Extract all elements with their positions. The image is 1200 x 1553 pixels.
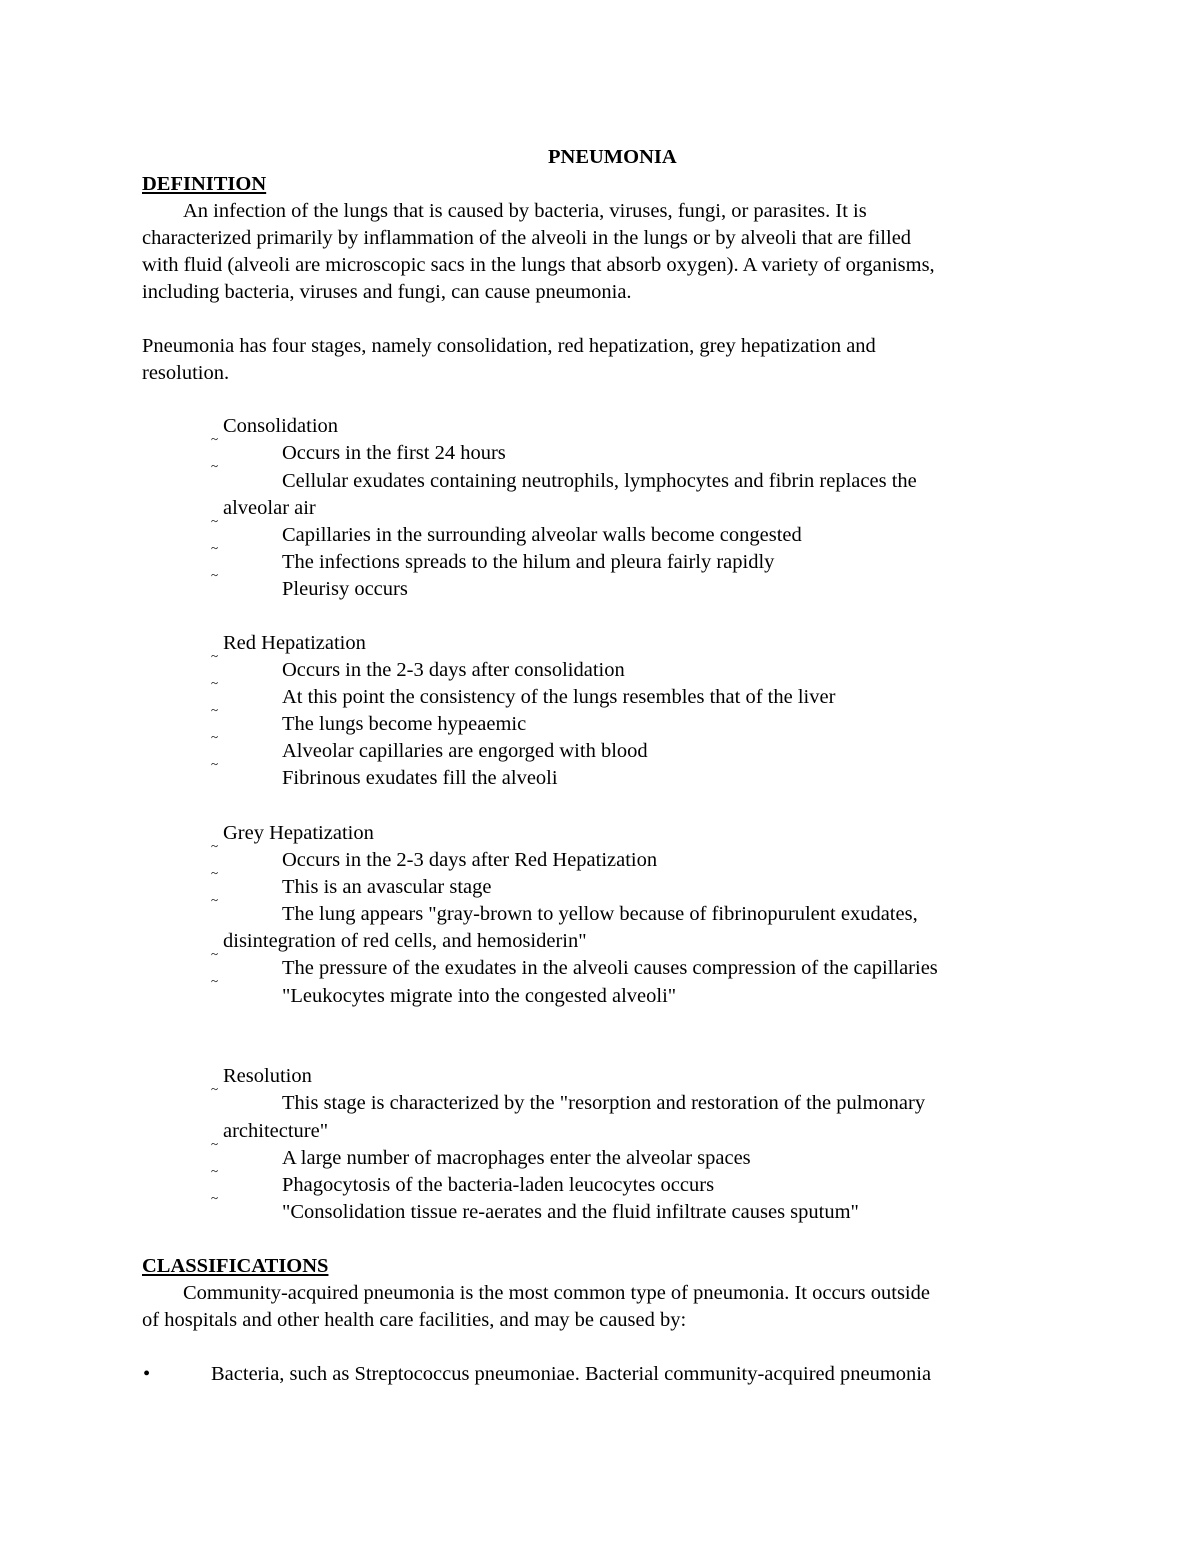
stage-title-red-hepatization: Red Hepatization — [223, 632, 366, 654]
tilde-bullet-icon: ~ — [211, 1163, 219, 1178]
tilde-bullet-icon: ~ — [211, 892, 219, 907]
stage-item: Capillaries in the surrounding alveolar walls become congested — [282, 524, 802, 546]
stage-item-continuation: architecture" — [223, 1120, 329, 1142]
stage-item: Occurs in the 2-3 days after Red Hepatization — [282, 849, 658, 871]
tilde-bullet-icon: ~ — [211, 1190, 219, 1205]
tilde-bullet-icon: ~ — [211, 946, 219, 961]
tilde-bullet-icon: ~ — [211, 567, 219, 582]
stage-item: Occurs in the 2-3 days after consolidation — [282, 659, 625, 681]
stage-title-grey-hepatization: Grey Hepatization — [223, 822, 374, 844]
definition-line: characterized primarily by inflammation of the alveoli in the lungs or by alveoli that are filled — [142, 227, 912, 249]
tilde-bullet-icon: ~ — [211, 1136, 219, 1151]
tilde-bullet-icon: ~ — [211, 838, 219, 853]
stage-title-resolution: Resolution — [223, 1065, 312, 1087]
classifications-line: of hospitals and other health care facilities, and may be caused by: — [142, 1309, 687, 1331]
tilde-bullet-icon: ~ — [211, 513, 219, 528]
stage-item: Fibrinous exudates fill the alveoli — [282, 767, 558, 789]
stage-item-continuation: disintegration of red cells, and hemosiderin" — [223, 930, 587, 952]
stage-item-continuation: alveolar air — [223, 497, 316, 519]
tilde-bullet-icon: ~ — [211, 865, 219, 880]
definition-line: including bacteria, viruses and fungi, can cause pneumonia. — [142, 281, 632, 303]
tilde-bullet-icon: ~ — [211, 973, 219, 988]
stage-item: "Consolidation tissue re-aerates and the fluid infiltrate causes sputum" — [282, 1201, 859, 1223]
stage-item: The infections spreads to the hilum and pleura fairly rapidly — [282, 551, 775, 573]
tilde-bullet-icon: ~ — [211, 729, 219, 744]
stage-item: Pleurisy occurs — [282, 578, 408, 600]
stage-title-consolidation: Consolidation — [223, 415, 339, 437]
stage-item: A large number of macrophages enter the alveolar spaces — [282, 1147, 751, 1169]
tilde-bullet-icon: ~ — [211, 756, 219, 771]
page-title: PNEUMONIA — [548, 146, 677, 168]
tilde-bullet-icon: ~ — [211, 540, 219, 555]
stage-item: This is an avascular stage — [282, 876, 492, 898]
stage-item: Phagocytosis of the bacteria-laden leucocytes occurs — [282, 1174, 715, 1196]
stage-item: Alveolar capillaries are engorged with blood — [282, 740, 648, 762]
stage-item: The lungs become hypeaemic — [282, 713, 527, 735]
tilde-bullet-icon: ~ — [211, 458, 219, 473]
stage-item: This stage is characterized by the "resorption and restoration of the pulmonary — [282, 1092, 926, 1114]
tilde-bullet-icon: ~ — [211, 675, 219, 690]
tilde-bullet-icon: ~ — [211, 1081, 219, 1096]
stages-intro-line: Pneumonia has four stages, namely consolidation, red hepatization, grey hepatization and — [142, 335, 876, 357]
tilde-bullet-icon: ~ — [211, 702, 219, 717]
bullet-dot-icon: • — [143, 1363, 151, 1385]
stage-item: "Leukocytes migrate into the congested alveoli" — [282, 985, 677, 1007]
definition-heading: DEFINITION — [142, 173, 267, 195]
classifications-line: Community-acquired pneumonia is the most common type of pneumonia. It occurs outside — [183, 1282, 930, 1304]
definition-line: An infection of the lungs that is caused by bacteria, viruses, fungi, or parasites. It is — [183, 200, 867, 222]
stages-intro-line: resolution. — [142, 362, 230, 384]
stage-item: The pressure of the exudates in the alveoli causes compression of the capillaries — [282, 957, 938, 979]
stage-item: At this point the consistency of the lungs resembles that of the liver — [282, 686, 836, 708]
tilde-bullet-icon: ~ — [211, 648, 219, 663]
definition-line: with fluid (alveoli are microscopic sacs in the lungs that absorb oxygen). A variety of organisms, — [142, 254, 935, 276]
tilde-bullet-icon: ~ — [211, 431, 219, 446]
classifications-heading: CLASSIFICATIONS — [142, 1255, 329, 1277]
bullet-item: Bacteria, such as Streptococcus pneumoniae. Bacterial community-acquired pneumonia — [211, 1363, 932, 1385]
stage-item: Cellular exudates containing neutrophils, lymphocytes and fibrin replaces the — [282, 470, 917, 492]
stage-item: The lung appears "gray-brown to yellow because of fibrinopurulent exudates, — [282, 903, 918, 925]
stage-item: Occurs in the first 24 hours — [282, 442, 506, 464]
